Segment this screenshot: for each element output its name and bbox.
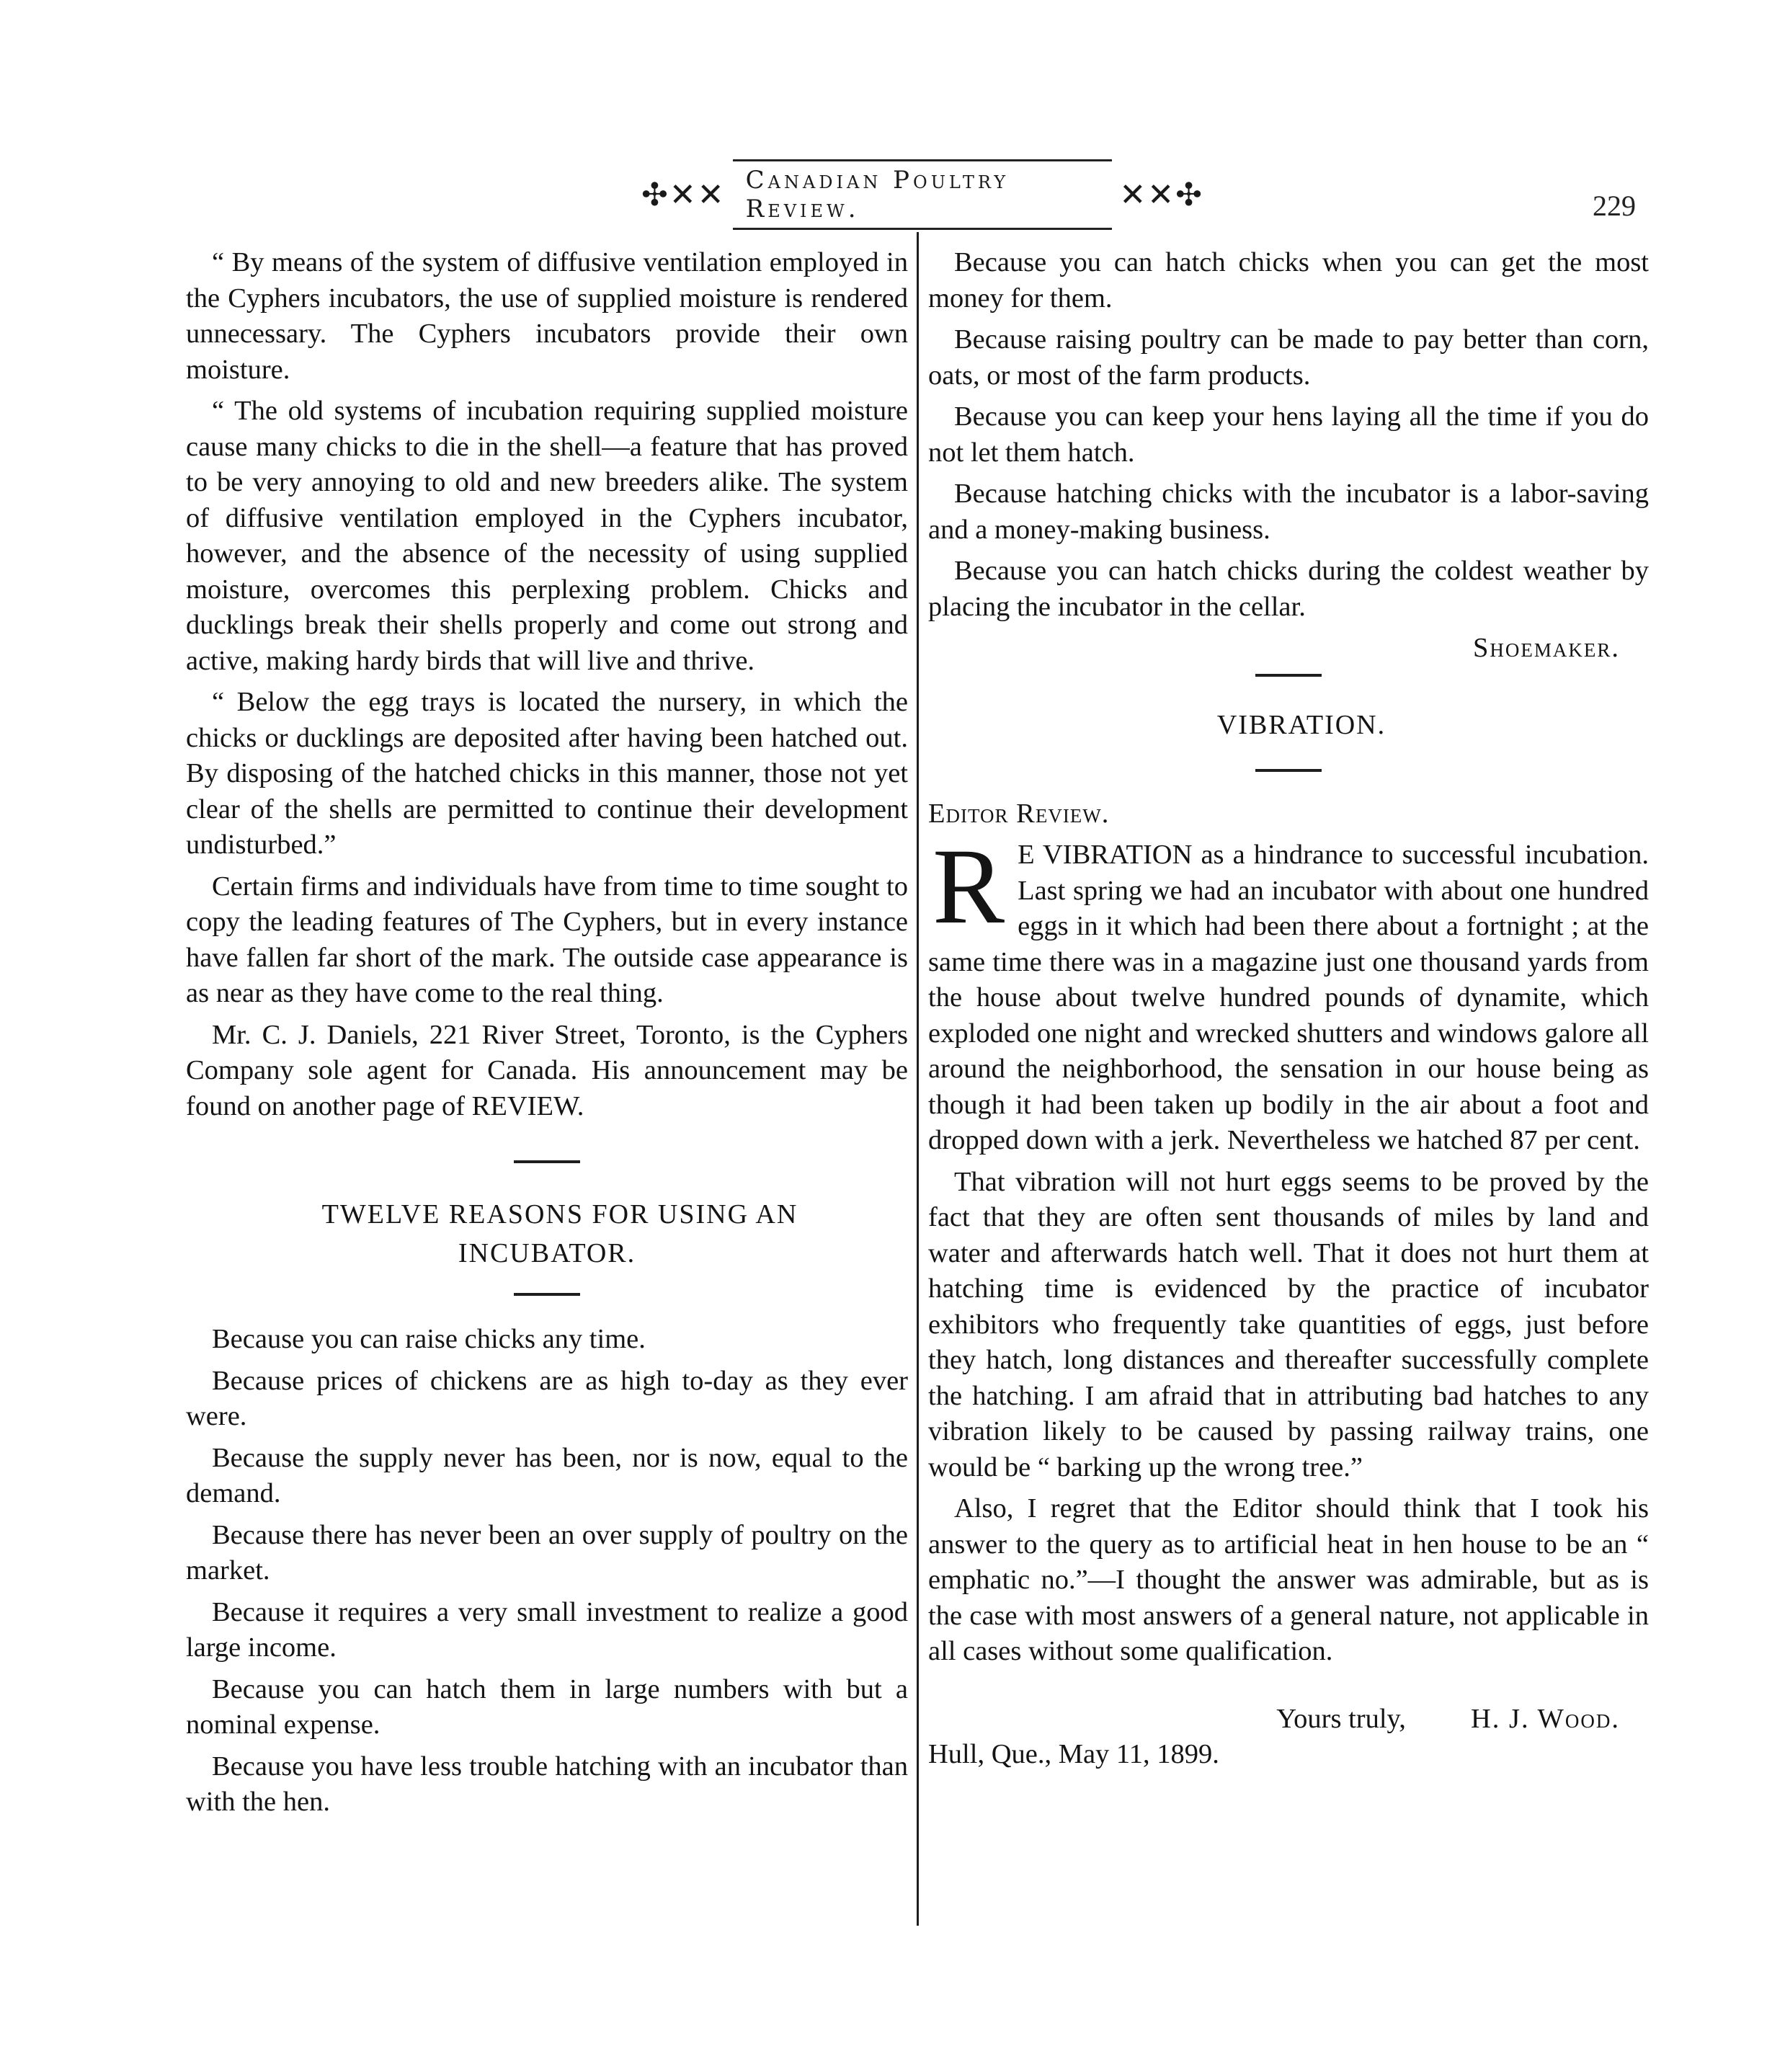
reason-item: Because you can hatch them in large numbers with but a nominal expense. <box>186 1673 908 1740</box>
reason-item: Because you can hatch chicks when you can get the most money for them. <box>928 247 1649 314</box>
page-number: 229 <box>1593 190 1636 222</box>
reason-item: Because you can raise chicks any time. <box>212 1324 646 1354</box>
reason-item: Because the supply never has been, nor is now, equal to the demand. <box>186 1442 908 1508</box>
right-column <box>928 245 1649 1779</box>
reasons-signature: Shoemaker. <box>1472 633 1620 663</box>
article-paragraph: “ The old systems of incubation requiring supplied moisture cause many chicks to die in the shell—a feature that has proved to be very annoying to old and new breeders alike. The system of diffusive ventilation employed in the Cyphers incubator, however, and the absence of the necessity of using supplied moisture, overcomes this perplexing problem. Chicks and ducklings break their shells properly and come out strong and active, making hardy birds that will live and thrive. <box>186 396 908 676</box>
vibration-heading: VIBRATION. <box>1216 709 1386 740</box>
section-divider <box>1255 769 1322 772</box>
first-paragraph-text: E VIBRATION as a hindrance to successful incubation. Last spring we had an incubator with about one hundred eggs in it which had been there about a fortnight ; at the same time there was in a magazine just one thousand yards from the house about twelve hundred pounds of dynamite, which exploded one night and wrecked shutters and windows galore all around the neighborhood, the sensation in our house being as though it had been taken up bodily in the air about a foot and dropped down with a jerk. Nevertheless we hatched 87 per cent. <box>928 840 1649 1155</box>
ornament-left-icon: ✣✕✕ <box>641 177 726 213</box>
article-paragraph: “ Below the egg trays is located the nursery, in which the chicks or ducklings are deposited after having been hatched out. By disposing of the hatched chicks in this manner, those not yet clear of the shells are permitted to continue their development undisturbed.” <box>186 687 908 860</box>
reason-item: Because prices of chickens are as high to-day as they ever were. <box>186 1365 908 1431</box>
reason-item: Because there has never been an over supply of poultry on the market. <box>186 1519 908 1586</box>
reason-item: Because you have less trouble hatching with an incubator than with the hen. <box>186 1751 908 1817</box>
reason-item: Because you can hatch chicks during the coldest weather by placing the incubator in the cellar. <box>928 556 1649 622</box>
closing-block <box>928 1702 1649 1738</box>
signer-name: H. J. Wood. <box>1470 1703 1620 1734</box>
reason-item: Because hatching chicks with the incubator is a labor-saving and a money-making business. <box>928 479 1649 545</box>
article-paragraph: Mr. C. J. Daniels, 221 River Street, Toronto, is the Cyphers Company sole agent for Canada. His announcement may be found on another page of REVIEW. <box>186 1019 908 1121</box>
section-heading: TWELVE REASONS FOR USING AN INCUBATOR. <box>321 1199 798 1268</box>
reason-item: Because raising poultry can be made to pay better than corn, oats, or most of the farm products. <box>928 324 1649 391</box>
article-paragraph: “ By means of the system of diffusive ventilation employed in the Cyphers incubators, the use of supplied moisture is rendered unnecessary. The Cyphers incubators provide their own moisture. <box>186 247 908 385</box>
dateline: Hull, Que., May 11, 1899. <box>928 1739 1219 1769</box>
salutation: Editor Review. <box>928 798 1110 829</box>
masthead <box>634 166 1211 223</box>
section-divider <box>514 1293 580 1296</box>
article-paragraph: Also, I regret that the Editor should think that I took his answer to the query as to artificial heat in hen house to be an “ emphatic no.”—I thought the answer was admirable, but as is the case with most answers of a general nature, not applicable in all cases without some qualification. <box>928 1493 1649 1666</box>
column-divider <box>917 232 919 1926</box>
article-paragraph <box>928 827 1649 1159</box>
reason-item: Because it requires a very small investment to realize a good large income. <box>186 1596 908 1663</box>
drop-cap: R <box>932 827 1005 946</box>
ornament-right-icon: ✕✕✣ <box>1119 177 1203 213</box>
article-paragraph: That vibration will not hurt eggs seems to be proved by the fact that they are often sent thousands of miles by land and water and afterwards hatch well. That it does not hurt them at hatching time is evidenced by the practice of incubator exhibitors who frequently take quantities of eggs, just before they hatch, long distances and thereafter successfully complete the hatching. I am afraid that in attributing bad hatches to any vibration likely to be caused by passing railway trains, one would be “ barking up the wrong tree.” <box>928 1166 1649 1482</box>
section-divider <box>1255 674 1322 677</box>
section-divider <box>514 1160 580 1163</box>
reason-item: Because you can keep your hens laying all the time if you do not let them hatch. <box>928 401 1649 468</box>
masthead-title: Canadian Poultry Review. <box>733 159 1113 230</box>
article-paragraph: Certain firms and individuals have from time to time sought to copy the leading features of The Cyphers, but in every instance have fallen far short of the mark. The outside case appearance is as near as they have come to the real thing. <box>186 871 908 1008</box>
closing-phrase: Yours truly, <box>1276 1703 1406 1734</box>
left-column <box>186 245 908 1826</box>
